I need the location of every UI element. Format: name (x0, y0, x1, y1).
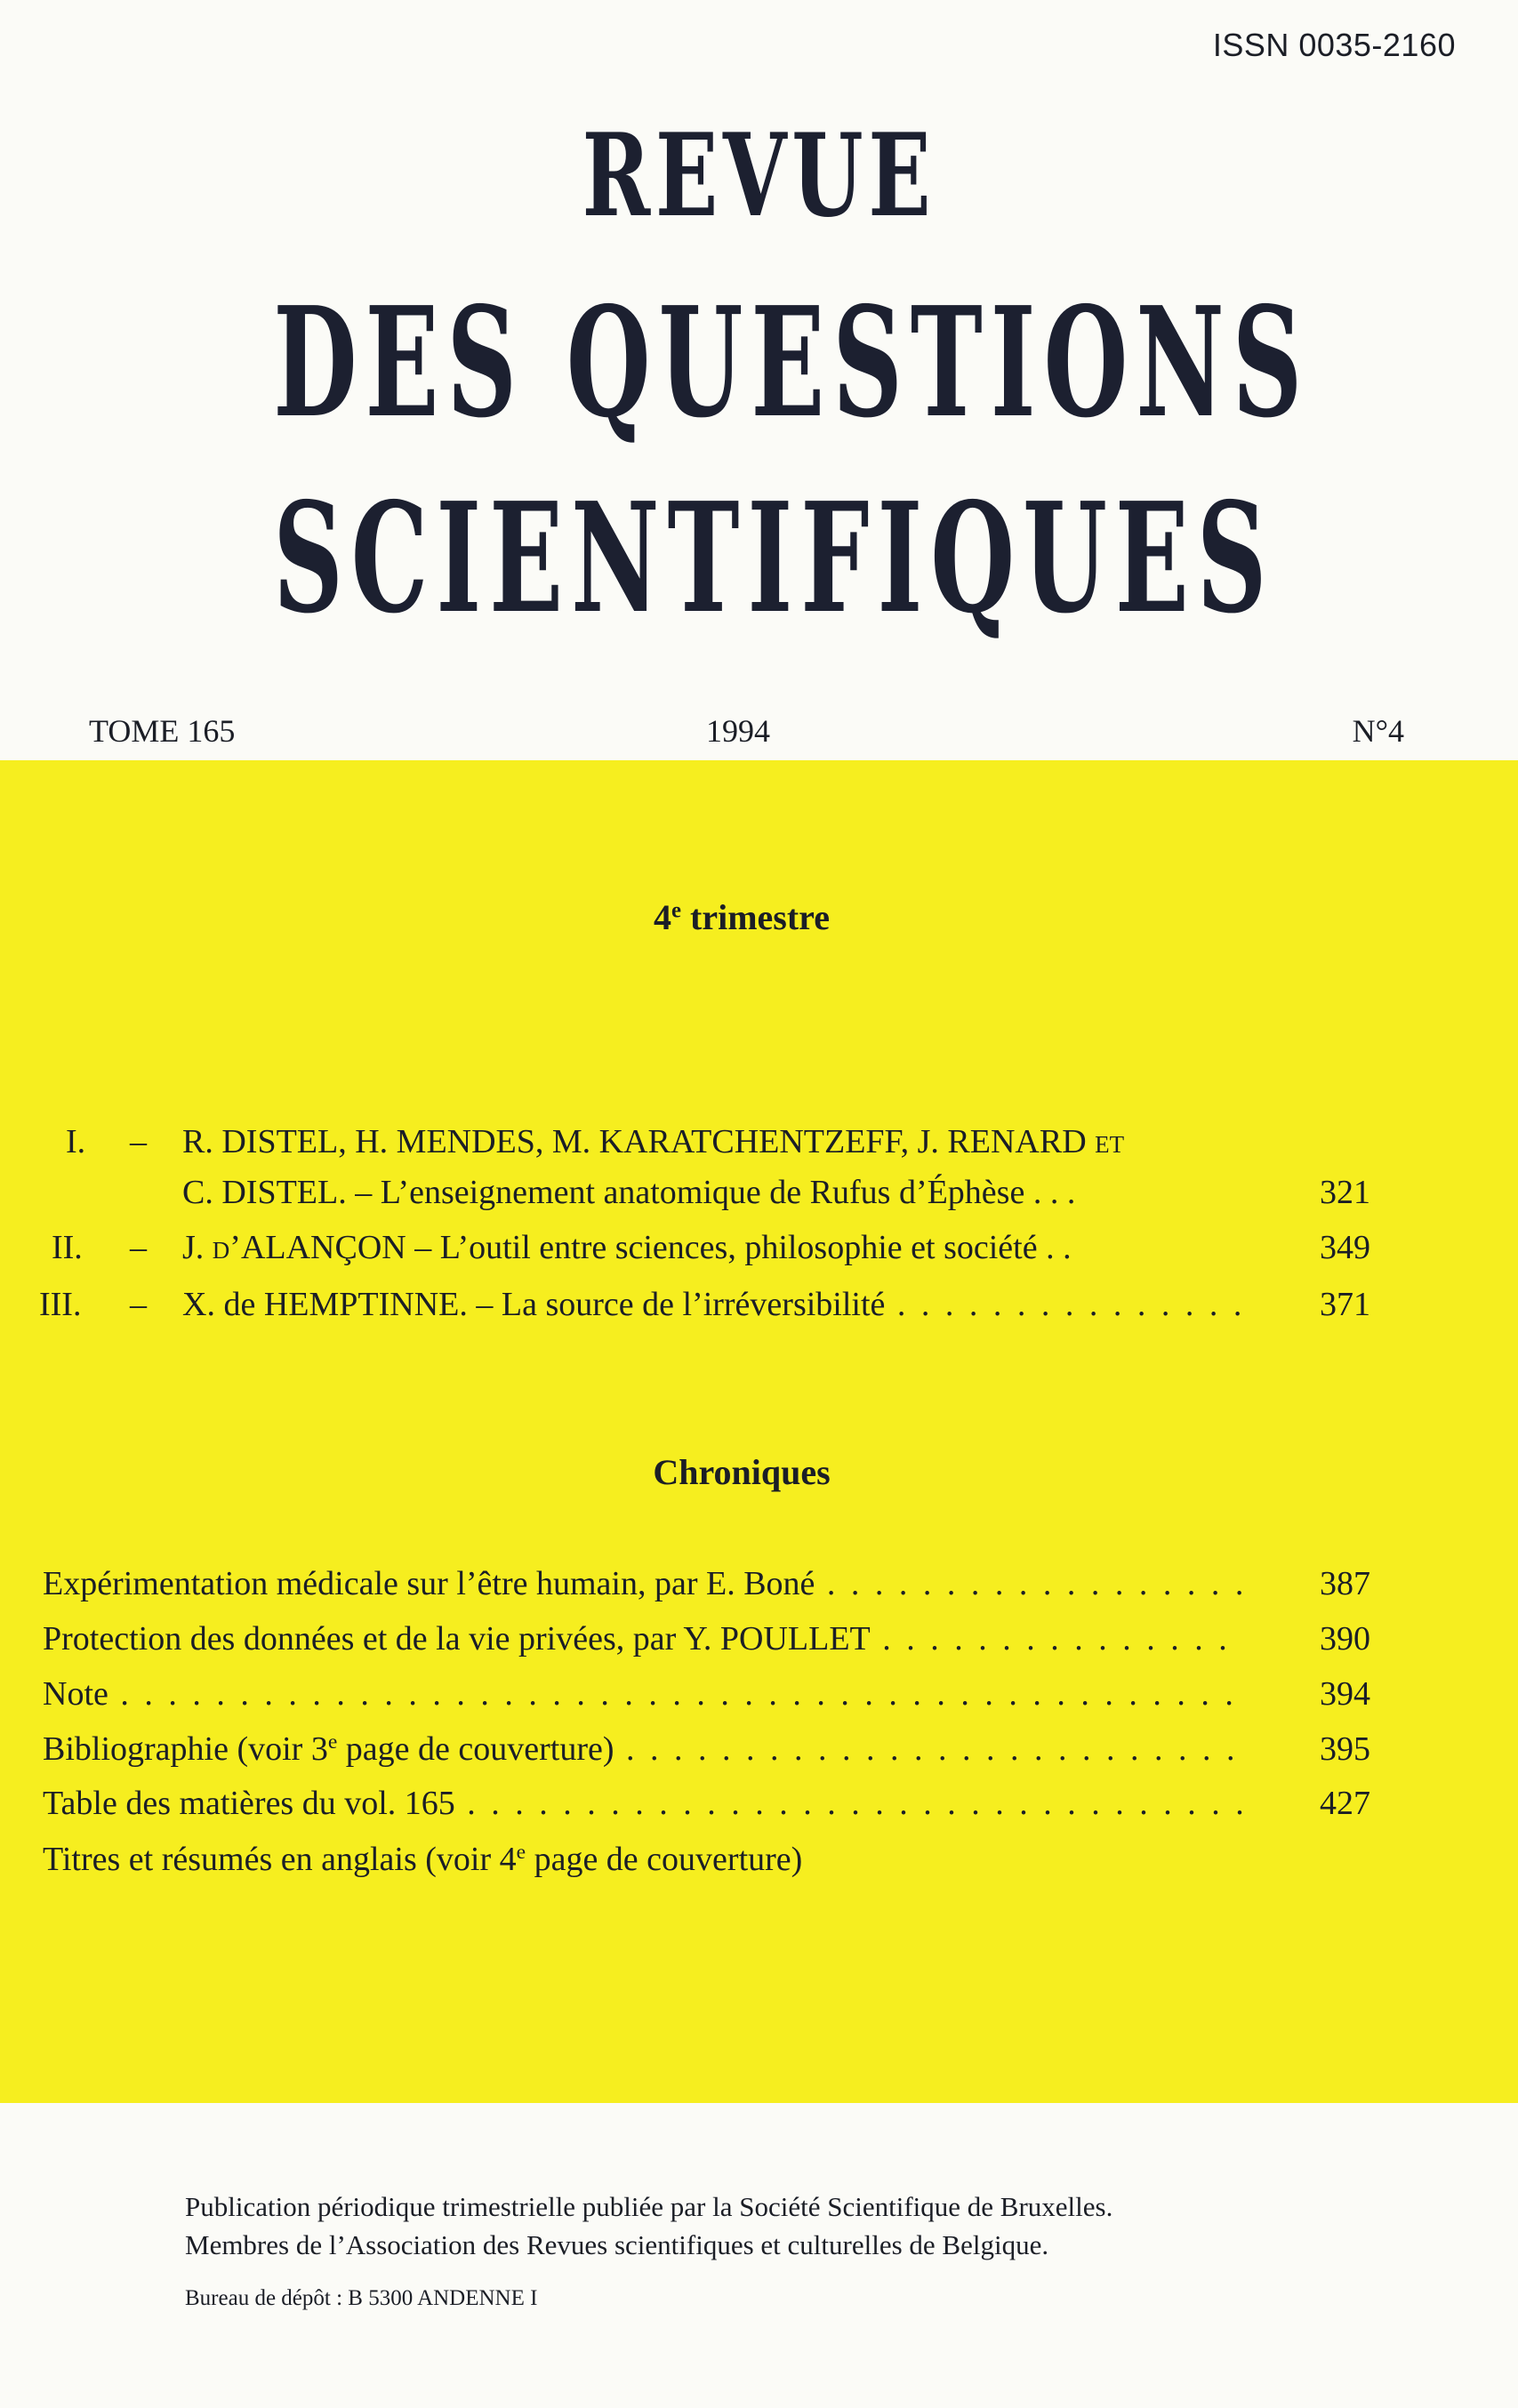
article-entry (182, 1281, 1241, 1328)
article-number: I. (66, 1123, 86, 1160)
contents-band (0, 760, 1518, 2103)
association-statement: Membres de l’Association des Revues scientifiques et culturelles de Belgique. (185, 2229, 1049, 2260)
chronique-row (0, 1834, 1518, 1884)
trimestre-ordinal: 4 (654, 897, 672, 937)
article-title: C. DISTEL. – L’enseignement anatomique de Rufus d’Éphèse . . . (182, 1174, 1076, 1211)
chronique-title: Table des matières du vol. 165 (43, 1785, 455, 1822)
chronique-page: 387 (1320, 1565, 1370, 1602)
article-author-prefix: X. de (182, 1286, 264, 1323)
chronique-page: 394 (1320, 1675, 1370, 1713)
article-dash: – (130, 1123, 147, 1160)
article-page: 321 (1320, 1174, 1370, 1211)
chronique-title: Note (43, 1675, 108, 1713)
chronique-superscript: e (516, 1841, 526, 1865)
chronique-page: 395 (1320, 1730, 1370, 1768)
journal-title-line-3: SCIENTIFIQUES (273, 470, 1275, 647)
chronique-page: 427 (1320, 1785, 1370, 1822)
journal-title-line-2: DES QUESTIONS (273, 274, 1311, 452)
chronique-entry (43, 1614, 1243, 1664)
article-row-continued (0, 1169, 1518, 1216)
chronique-entry (43, 1559, 1243, 1609)
chronique-title-suffix: page de couverture) (337, 1730, 614, 1768)
article-dash: – (130, 1229, 147, 1266)
article-row (0, 1281, 1518, 1328)
article-number: III. (39, 1286, 82, 1323)
chroniques-heading: Chroniques (653, 1452, 831, 1492)
chronique-entry (43, 1834, 1243, 1884)
chronique-row (0, 1614, 1518, 1664)
issue-number: N°4 (1352, 713, 1404, 749)
chronique-page: 390 (1320, 1620, 1370, 1658)
chronique-title: Expérimentation médicale sur l’être humain, par E. Boné (43, 1565, 815, 1602)
chronique-title-suffix: page de couverture) (526, 1841, 803, 1878)
trimestre-word: trimestre (690, 897, 830, 937)
article-author: J. d’ALANÇON (182, 1229, 406, 1266)
chronique-superscript: e (327, 1730, 338, 1754)
chronique-entry (43, 1778, 1243, 1828)
article-authors-line (182, 1119, 1241, 1165)
chronique-row (0, 1724, 1518, 1774)
article-page: 349 (1320, 1229, 1370, 1266)
article-row (0, 1224, 1518, 1271)
chronique-entry (43, 1669, 1243, 1719)
article-title: . – La source de l’irréversibilité (459, 1286, 886, 1323)
issn-number: ISSN 0035-2160 (1212, 27, 1456, 63)
article-dash: – (130, 1286, 147, 1323)
article-author: HEMPTINNE (263, 1286, 460, 1323)
journal-title-line-1: REVUE (582, 109, 936, 243)
article-title: – L’outil entre sciences, philosophie et société . . (406, 1229, 1072, 1266)
article-entry (182, 1224, 1241, 1271)
chronique-entry (43, 1724, 1243, 1774)
issue-year: 1994 (706, 713, 770, 749)
trimestre-heading (0, 896, 1483, 939)
article-title-line (182, 1169, 1241, 1216)
tome-label: TOME 165 (89, 713, 236, 749)
chronique-title: Protection des données et de la vie privées, par Y. (43, 1620, 720, 1658)
chronique-row (0, 1778, 1518, 1828)
article-authors: R. DISTEL, H. MENDES, M. KARATCHENTZEFF, J. RENARD et (182, 1123, 1125, 1160)
chronique-row (0, 1669, 1518, 1719)
chronique-row (0, 1559, 1518, 1609)
article-page: 371 (1320, 1286, 1370, 1323)
chronique-title: Bibliographie (voir 3 (43, 1730, 328, 1768)
trimestre-superscript: e (671, 898, 682, 923)
publisher-statement: Publication périodique trimestrielle publiée par la Société Scientifique de Bruxelles. (185, 2191, 1113, 2222)
chronique-author: POULLET (719, 1620, 871, 1658)
chronique-title: Titres et résumés en anglais (voir 4 (43, 1841, 517, 1878)
article-row (0, 1119, 1518, 1165)
article-number: II. (52, 1229, 83, 1266)
bureau-de-depot: Bureau de dépôt : B 5300 ANDENNE I (185, 2286, 538, 2310)
